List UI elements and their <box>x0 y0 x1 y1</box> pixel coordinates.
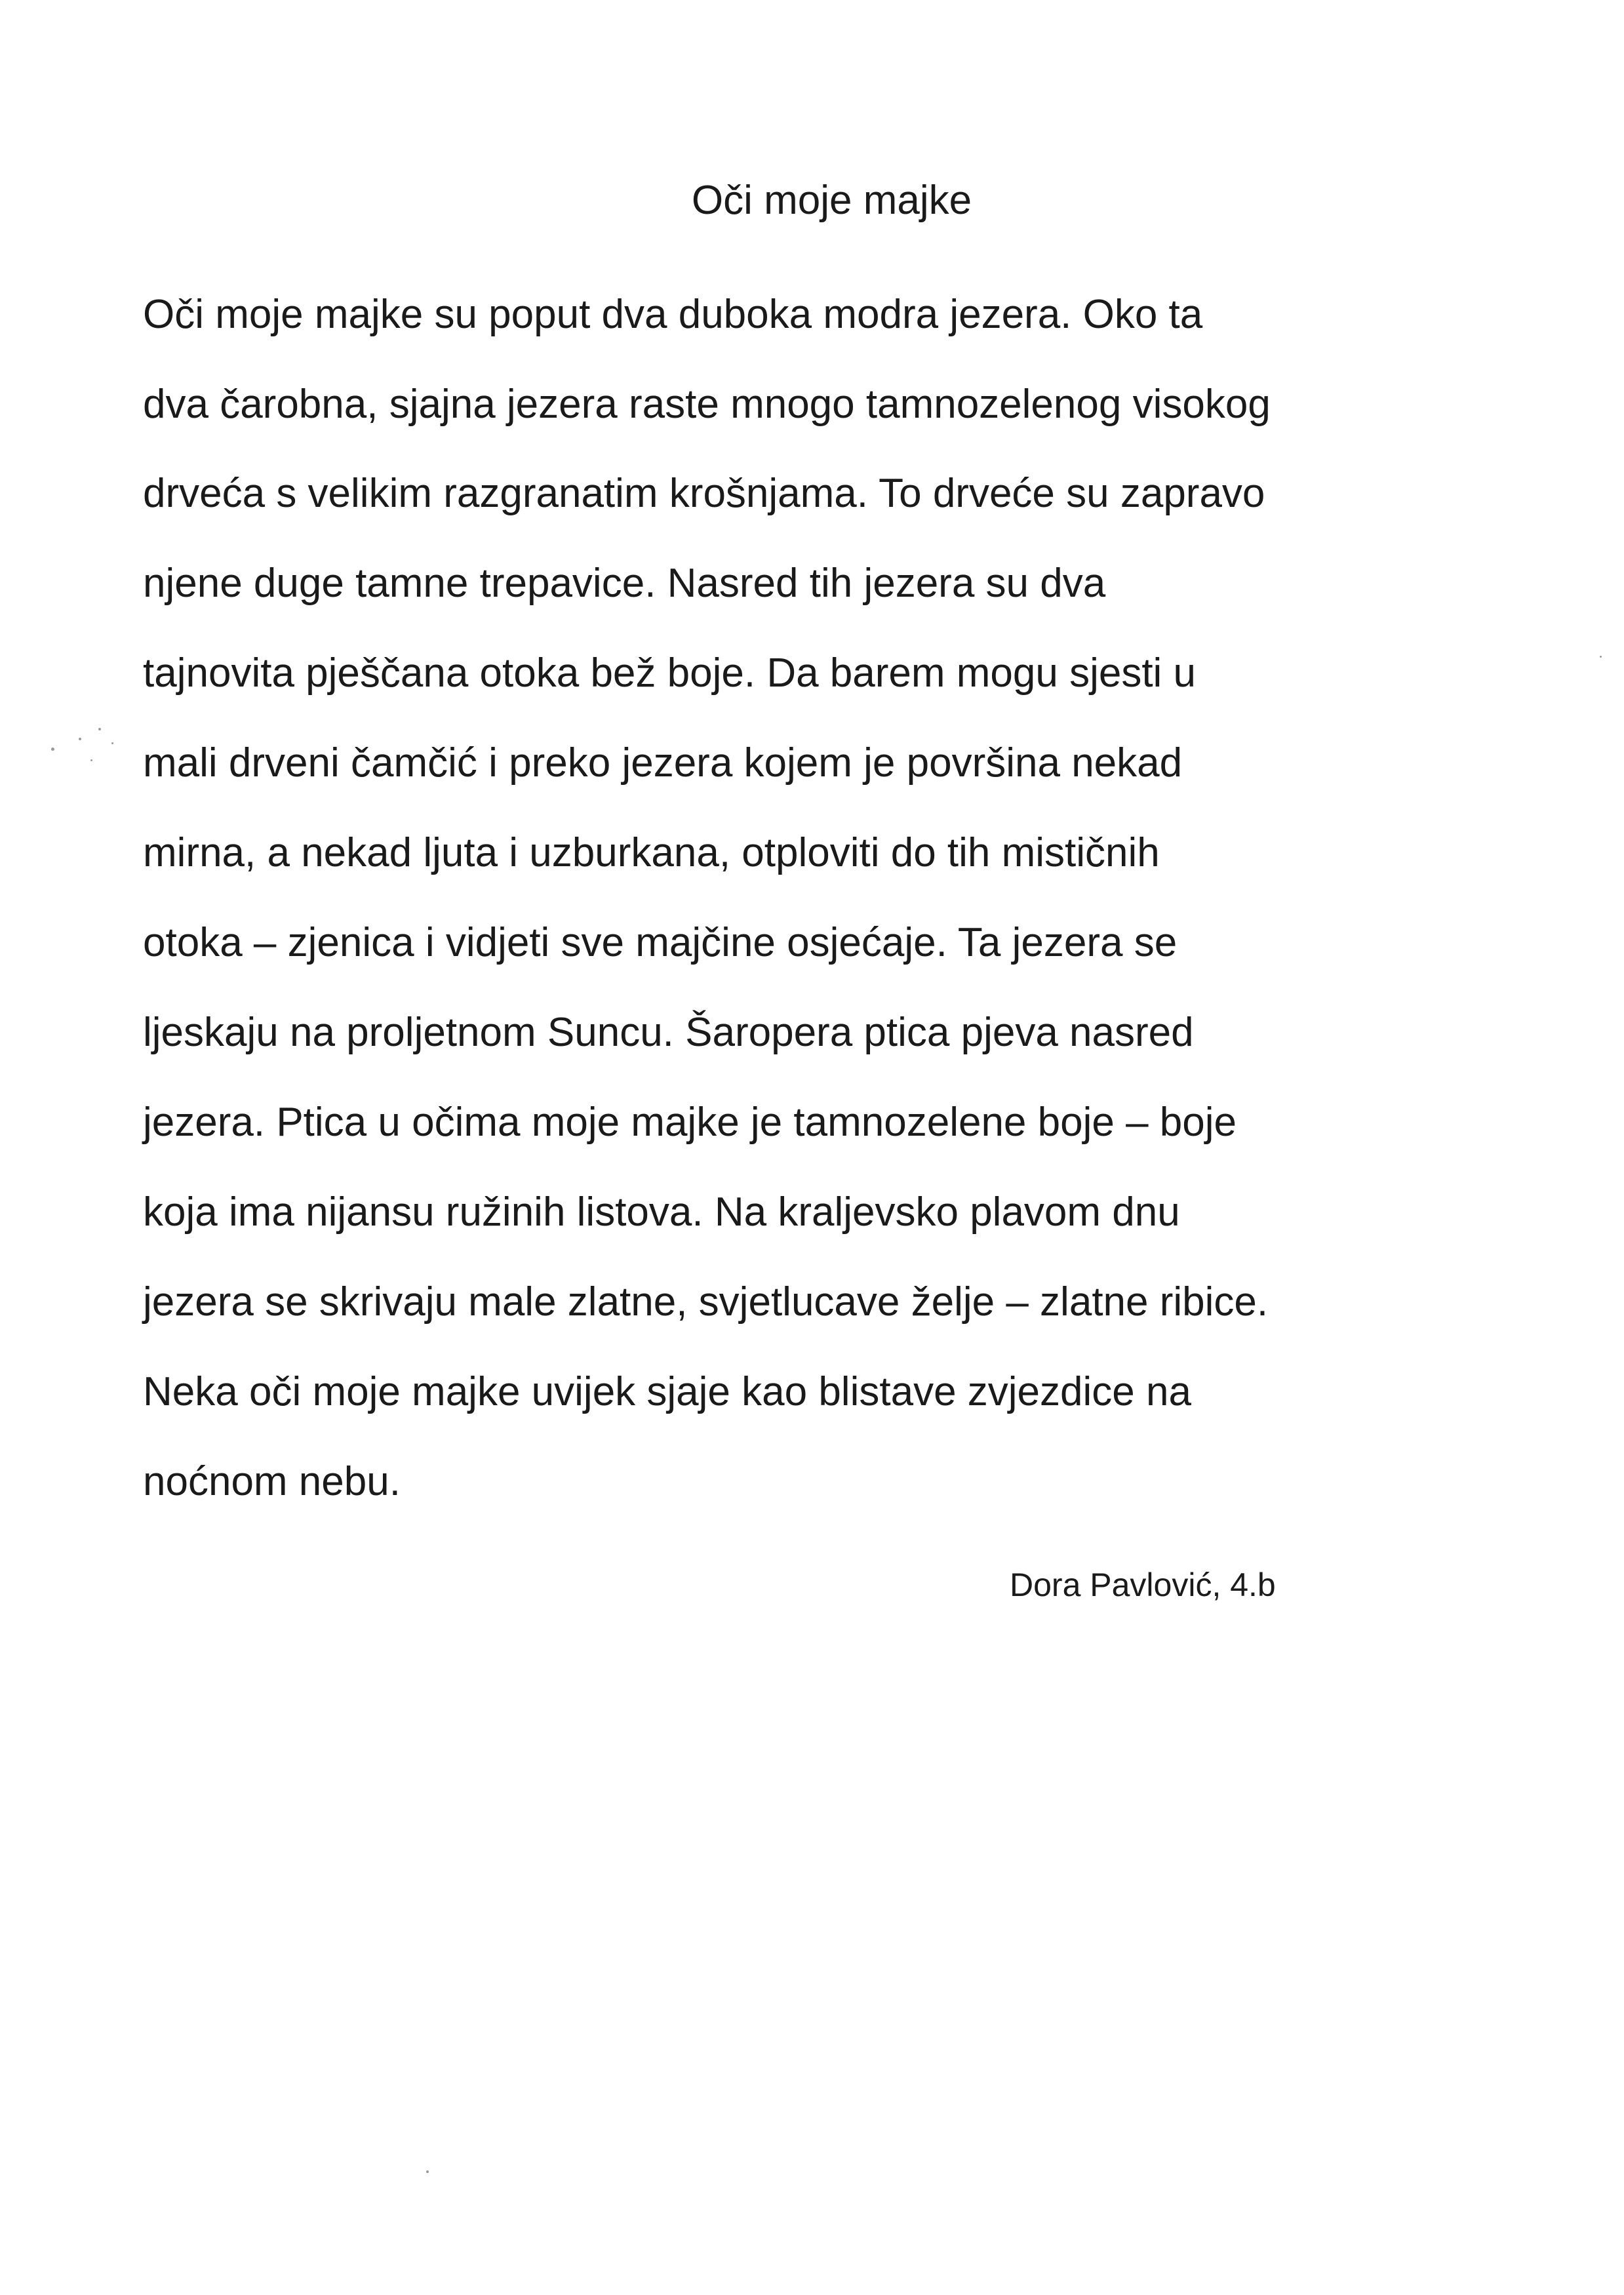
body-line-1: Oči moje majke su poput dva duboka modra jezera. Oko ta <box>143 292 1203 337</box>
scan-speck <box>51 748 54 751</box>
body-line-9: ljeskaju na proljetnom Suncu. Šaropera ptica pjeva nasred <box>143 1010 1194 1055</box>
author-signature: Dora Pavlović, 4.b <box>1010 1567 1276 1603</box>
body-line-14: noćnom nebu. <box>143 1459 401 1504</box>
scan-speck <box>426 2170 429 2173</box>
body-line-7: mirna, a nekad ljuta i uzburkana, otploviti do tih mističnih <box>143 830 1160 875</box>
document-title: Oči moje majke <box>691 178 972 223</box>
body-line-2: dva čarobna, sjajna jezera raste mnogo tamnozelenog visokog <box>143 382 1271 427</box>
scan-speck <box>1600 656 1602 658</box>
scan-speck <box>111 742 113 744</box>
body-line-6: mali drveni čamčić i preko jezera kojem je površina nekad <box>143 740 1183 786</box>
body-line-12: jezera se skrivaju male zlatne, svjetlucave želje – zlatne ribice. <box>143 1279 1269 1325</box>
body-line-3: drveća s velikim razgranatim krošnjama. To drveće su zapravo <box>143 471 1265 516</box>
body-line-11: koja ima nijansu ružinih listova. Na kraljevsko plavom dnu <box>143 1189 1180 1235</box>
body-line-5: tajnovita pješčana otoka bež boje. Da barem mogu sjesti u <box>143 650 1197 696</box>
body-line-8: otoka – zjenica i vidjeti sve majčine osjećaje. Ta jezera se <box>143 920 1178 965</box>
scan-speck <box>98 728 101 730</box>
body-line-4: njene duge tamne trepavice. Nasred tih jezera su dva <box>143 561 1106 606</box>
body-line-10: jezera. Ptica u očima moje majke je tamnozelene boje – boje <box>143 1100 1237 1145</box>
body-line-13: Neka oči moje majke uvijek sjaje kao blistave zvjezdice na <box>143 1369 1191 1414</box>
scan-speck <box>79 738 81 740</box>
scan-speck <box>90 759 92 761</box>
